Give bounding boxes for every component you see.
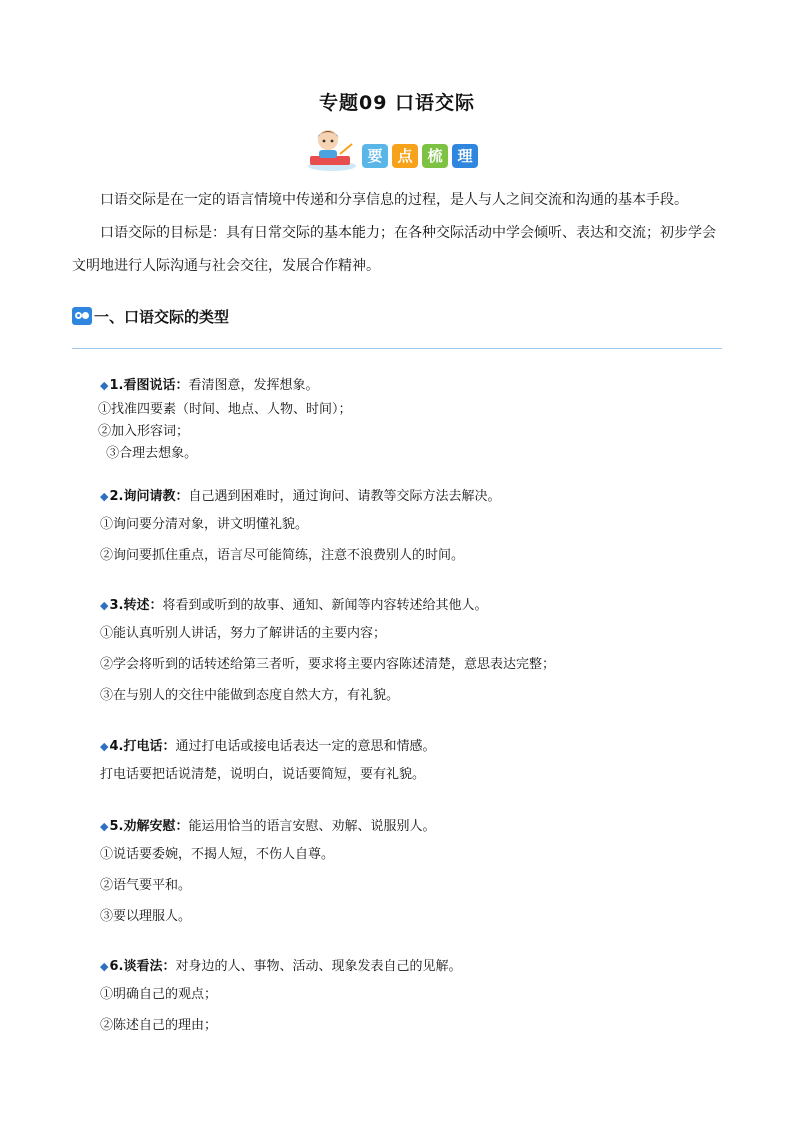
page-title: 专题09 口语交际: [318, 92, 476, 114]
item-heading: [100, 817, 720, 837]
item-description: 对身边的人、事物、活动、现象发表自己的见解。: [175, 959, 462, 974]
diamond-bullet-icon: ◆: [100, 599, 109, 612]
item-point: ③合理去想象。: [102, 446, 198, 461]
item-heading: [100, 957, 720, 977]
section-heading: [72, 303, 229, 329]
item-point: ①询问要分清对象，讲文明懂礼貌。: [100, 517, 309, 532]
item-heading: [100, 376, 720, 396]
item-point: ①找准四要素（时间、地点、人物、时间）；: [98, 402, 352, 417]
banner-tile: 要: [362, 144, 388, 168]
item-description: 将看到或听到的故事、通知、新闻等内容转述给其他人。: [162, 598, 488, 613]
item-label: 1.看图说话：: [109, 378, 189, 393]
type-item-consolation: [100, 817, 720, 932]
type-item-retelling: [100, 596, 720, 711]
diamond-bullet-icon: ◆: [100, 740, 109, 753]
type-item-picture-talk: [100, 376, 720, 465]
item-description: 通过打电话或接电话表达一定的意思和情感。: [175, 739, 436, 754]
student-illustration: [302, 126, 358, 172]
section-divider: [72, 348, 722, 349]
diamond-bullet-icon: ◆: [100, 820, 109, 833]
item-point: ②加入形容词；: [98, 424, 190, 439]
item-point: ②陈述自己的理由；: [100, 1018, 218, 1033]
item-description: 能运用恰当的语言安慰、劝解、说服别人。: [188, 819, 436, 834]
type-item-phone-call: [100, 737, 720, 790]
item-heading: [100, 737, 720, 757]
diamond-bullet-icon: ◆: [100, 960, 109, 973]
banner-tile: 梳: [422, 144, 448, 168]
banner-tile: 点: [392, 144, 418, 168]
item-point: ①明确自己的观点；: [100, 987, 218, 1002]
item-description: 自己遇到困难时，通过询问、请教等交际方法去解决。: [188, 489, 501, 504]
type-item-opinion: [100, 957, 720, 1041]
item-heading: [100, 487, 720, 507]
item-label: 6.谈看法：: [109, 959, 176, 974]
item-point: ①说话要委婉，不揭人短，不伤人自尊。: [100, 847, 335, 862]
intro-paragraph: 口语交际是在一定的语言情境中传递和分享信息的过程，是人与人之间交流和沟通的基本手段。: [100, 192, 688, 208]
type-item-inquiry: [100, 487, 720, 571]
diamond-bullet-icon: ◆: [100, 379, 109, 392]
item-heading: [100, 596, 720, 616]
item-label: 2.询问请教：: [109, 489, 189, 504]
item-point: ②询问要抓住重点，语言尽可能简练，注意不浪费别人的时间。: [100, 548, 465, 563]
key-points-banner: [302, 126, 486, 172]
banner-tile: 理: [452, 144, 478, 168]
item-label: 3.转述：: [109, 598, 163, 613]
item-label: 5.劝解安慰：: [109, 819, 189, 834]
section-link-icon: [72, 307, 92, 325]
item-point: ③在与别人的交往中能做到态度自然大方，有礼貌。: [100, 688, 400, 703]
item-point: ③要以理服人。: [100, 909, 192, 924]
item-point: ②语气要平和。: [100, 878, 192, 893]
intro-paragraphs: [72, 184, 722, 283]
item-point: 打电话要把话说清楚，说明白，说话要简短，要有礼貌。: [100, 767, 426, 782]
intro-paragraph: 口语交际的目标是：具有日常交际的基本能力；在各种交际活动中学会倾听、表达和交流；初步学会文明地进行人际沟通与社会交往，发展合作精神。: [72, 225, 716, 274]
item-point: ②学会将听到的话转述给第三者听，要求将主要内容陈述清楚，意思表达完整；: [100, 657, 556, 672]
item-point: ①能认真听别人讲话，努力了解讲话的主要内容；: [100, 626, 387, 641]
banner-tiles: [362, 144, 478, 168]
diamond-bullet-icon: ◆: [100, 490, 109, 503]
section-title: 一、口语交际的类型: [94, 307, 230, 326]
item-description: 看清图意，发挥想象。: [188, 378, 319, 393]
item-label: 4.打电话：: [109, 739, 176, 754]
